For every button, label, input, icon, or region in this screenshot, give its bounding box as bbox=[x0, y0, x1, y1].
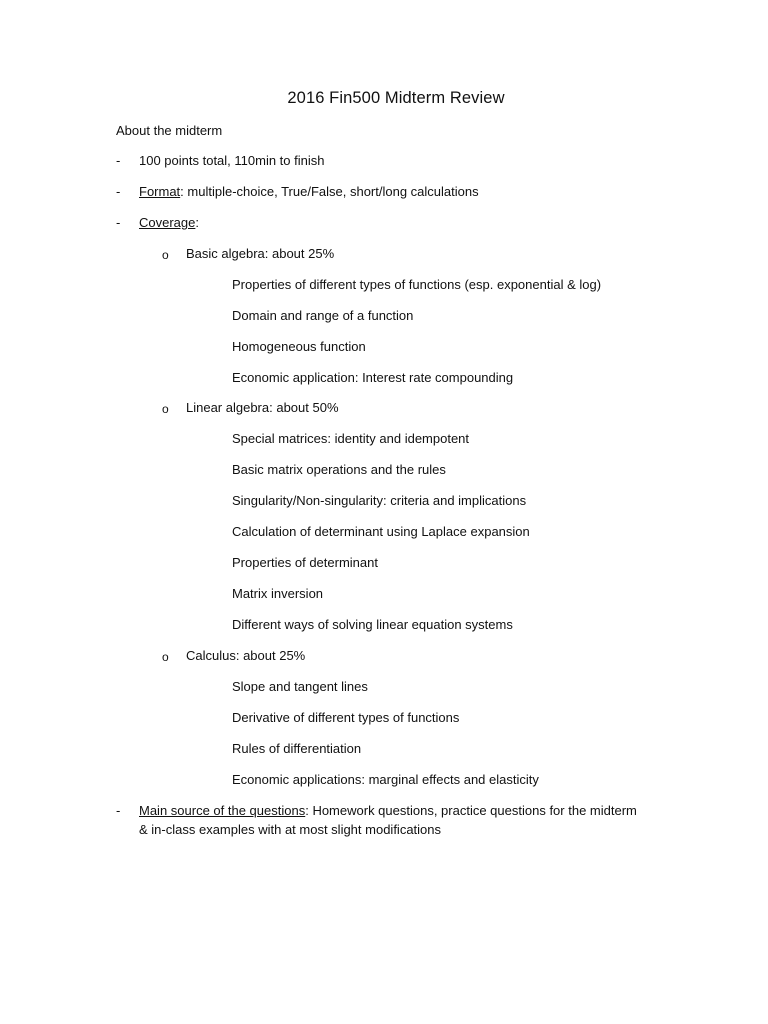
topic-item: Basic matrix operations and the rules bbox=[232, 462, 446, 477]
coverage-text: : bbox=[195, 215, 199, 230]
topic-item: Rules of differentiation bbox=[232, 741, 362, 756]
topic-title-linear-algebra: Linear algebra: about 50% bbox=[186, 400, 339, 415]
topic-item: Properties of determinant bbox=[232, 555, 378, 570]
topic-item: Special matrices: identity and idempotent bbox=[232, 431, 470, 446]
dash-bullet: - bbox=[116, 184, 121, 199]
topic-item: Economic application: Interest rate compounding bbox=[232, 370, 514, 385]
topic-item: Calculation of determinant using Laplace expansion bbox=[232, 524, 530, 539]
topic-item: Properties of different types of functions (esp. exponential & log) bbox=[232, 277, 602, 292]
topic-item: Singularity/Non-singularity: criteria and implications bbox=[232, 493, 527, 508]
topic-title-basic-algebra: Basic algebra: about 25% bbox=[186, 246, 335, 261]
dash-bullet: - bbox=[116, 803, 121, 818]
topic-item: Matrix inversion bbox=[232, 586, 324, 601]
topic-item: Derivative of different types of functions bbox=[232, 710, 460, 725]
topic-item: Slope and tangent lines bbox=[232, 679, 368, 694]
sub-bullet: o bbox=[162, 248, 169, 262]
main-source-text: : Homework questions, practice questions for the midterm bbox=[305, 803, 637, 818]
coverage-label: Coverage bbox=[139, 215, 196, 230]
points-line: 100 points total, 110min to finish bbox=[139, 153, 325, 168]
page-title: 2016 Fin500 Midterm Review bbox=[287, 89, 505, 107]
dash-bullet: - bbox=[116, 215, 121, 230]
coverage-line bbox=[139, 214, 199, 232]
dash-bullet: - bbox=[116, 153, 121, 168]
main-source-line-2: & in-class examples with at most slight modifications bbox=[139, 822, 442, 837]
format-line bbox=[139, 183, 479, 201]
main-source-label: Main source of the questions bbox=[139, 803, 306, 818]
section-heading: About the midterm bbox=[116, 123, 223, 138]
topic-item: Economic applications: marginal effects and elasticity bbox=[232, 772, 539, 787]
main-source-line bbox=[139, 802, 637, 820]
topic-item: Different ways of solving linear equation systems bbox=[232, 617, 513, 632]
topic-item: Domain and range of a function bbox=[232, 308, 414, 323]
sub-bullet: o bbox=[162, 650, 169, 664]
format-text: : multiple-choice, True/False, short/long calculations bbox=[180, 184, 479, 199]
topic-item: Homogeneous function bbox=[232, 339, 366, 354]
topic-title-calculus: Calculus: about 25% bbox=[186, 648, 306, 663]
sub-bullet: o bbox=[162, 402, 169, 416]
format-label: Format bbox=[139, 184, 181, 199]
